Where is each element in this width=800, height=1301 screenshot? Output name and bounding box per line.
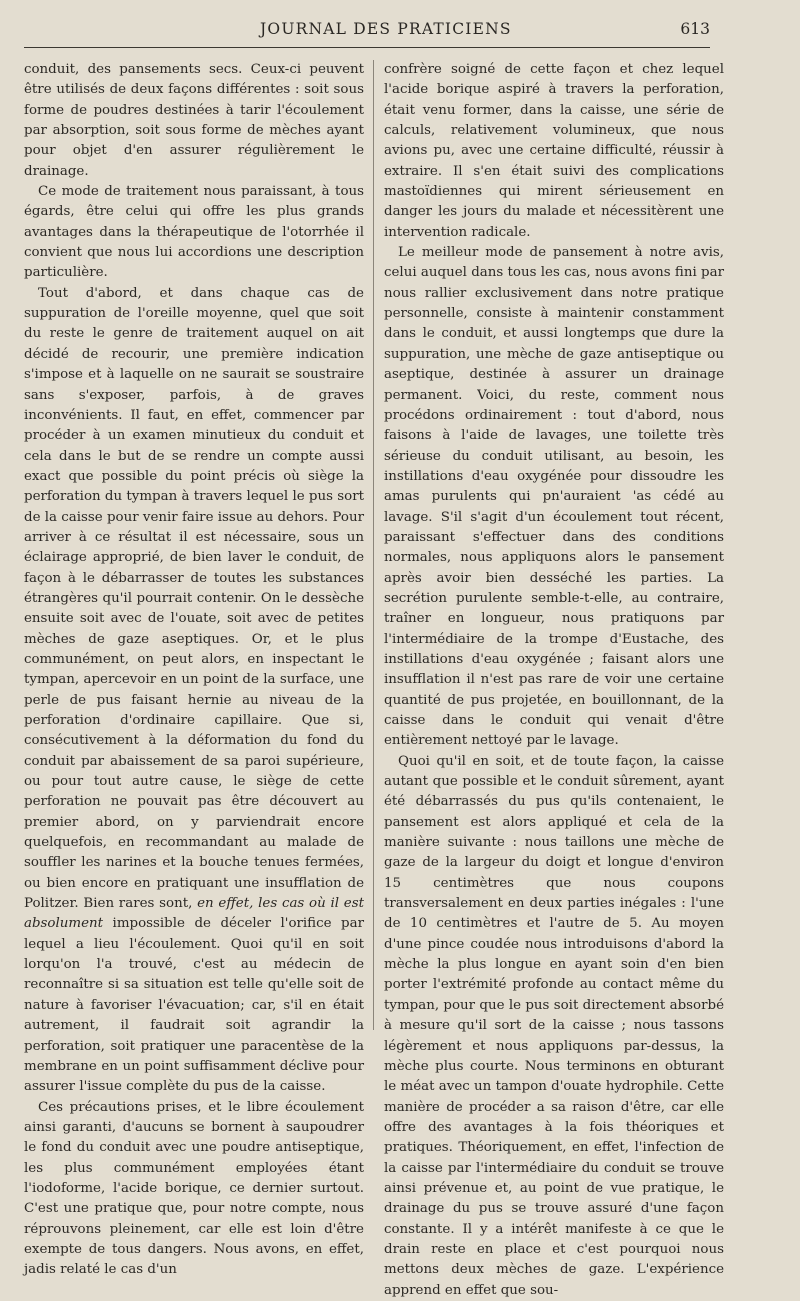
italic-text: en effet, les cas où il est absolument — [24, 896, 364, 932]
paragraph — [24, 284, 364, 1098]
journal-title: JOURNAL DES PRATICIENS — [260, 20, 512, 38]
paragraph: conduit, des pansements secs. Ceux-ci peuvent être utilisés de deux façons différentes : soit sous forme de poudres destinées à tarir l'écoulement par absorption, soit sous forme de mèches ayant pour objet d'en assurer régulièrement le drainage. — [24, 62, 364, 179]
paragraph: Quoi qu'il en soit, et de toute façon, la caisse autant que possible et le conduit sûrement, ayant été débarrassés du pus qu'ils contenaient, le pansement est alors appliqué et cela de la manière suivante : nous taillons une mèche de gaze de la largeur du doigt et longue d'environ 15 centimètres que nous coupons transversalement en deux parties inégales : l'une de 10 centimètres et l'autre de 5. Au moyen d'une pince coudée nous introduisons d'abord la mèche la plus longue en ayant soin d'en bien porter l'extrémité profonde au contact même du tympan, pour que le pus soit directement absorbé à mesure qu'il sort de la caisse ; nous tassons légèrement et nous appliquons par-dessus, la mèche plus courte. Nous terminons en obturant le méat avec un tampon d'ouate hydrophile. Cette manière de procéder a sa raison d'être, car elle offre des avantages à la fois théoriques et pratiques. Théoriquement, en effet, l'infection de la caisse par l'intermédiaire du conduit se trouve ainsi prévenue et, au point de vue pratique, le drainage du pus se trouve assuré d'une façon constante. Il y a intérêt manifeste à ce que le drain reste en place et c'est pourquoi nous mettons deux mèches de gaze. L'expérience apprend en effet que sou- — [384, 753, 724, 1298]
page-number: 613 — [680, 20, 710, 38]
running-header — [24, 20, 710, 44]
paragraph-text: impossible de déceler l'orifice par lequel a lieu l'écoulement. Quoi qu'il en soit lorqu'on l'a trouvé, c'est au médecin de reconnaître si sa situation est telle qu'elle soit de nature à favoriser l'évacuation; car, s'il en était autrement, il faudrait soit agrandir la perforation, soit pratiquer une paracentèse de la membrane en un point suffisamment déclive pour assurer l'issue complète du pus de la caisse. — [24, 916, 364, 1095]
paragraph: confrère soigné de cette façon et chez lequel l'acide borique aspiré à travers la perforation, était venu former, dans la caisse, une série de calculs, relativement volumineux, que nous avions pu, avec une certaine difficulté, réussir à extraire. Il s'en était suivi des complications mastoïdiennes qui mirent sérieusement en danger les jours du malade et nécessitèrent une intervention radicale. — [384, 62, 724, 240]
paragraph: Le meilleur mode de pansement à notre avis, celui auquel dans tous les cas, nous avons fini par nous rallier exclusivement dans notre pratique personnelle, consiste à maintenir constamment dans le conduit, et aussi longtemps que dure la suppuration, une mèche de gaze antiseptique ou aseptique, destinée à assurer un drainage permanent. Voici, du reste, comment nous procédons ordinairement : tout d'abord, nous faisons à l'aide de lavages, une toilette très sérieuse du conduit utilisant, au besoin, les instillations d'eau oxygénée pour dissoudre les amas purulents qui pn'auraient 'as cédé au lavage. S'il s'agit d'un écoulement tout récent, paraissant s'effectuer dans des conditions normales, nous appliquons alors le pansement après avoir bien desséché les parties. La secrétion purulente semble-t-elle, au contraire, traîner en longueur, nous pratiquons par l'intermédiaire de la trompe d'Eustache, des instillations d'eau oxygénée ; faisant alors une insufflation il n'est pas rare de voir une certaine quantité de pus projetée, en bouillonnant, de la caisse dans le conduit qui venait d'être entièrement nettoyé par le lavage. — [384, 245, 724, 749]
left-column — [24, 60, 364, 1281]
paragraph-text: Tout d'abord, et dans chaque cas de suppuration de l'oreille moyenne, quel que soit du reste le genre de traitement auquel on ait décidé de recourir, une première indication s'impose et à laquelle on ne saurait se soustraire sans s'exposer, parfois, à de graves inconvénients. Il faut, en effet, commencer par procéder à un examen minutieux du conduit et cela dans le but de se rendre un compte aussi exact que possible du point précis où siège la perforation du tympan à travers lequel le pus sort de la caisse pour venir faire issue au dehors. Pour arriver à ce résultat il est nécessaire, sous un éclairage approprié, de bien laver le conduit, de façon à le débarrasser de toutes les substances étrangères qu'il pourrait contenir. On le dessèche ensuite soit avec de l'ouate, soit avec de petites mèches de gaze aseptiques. Or, et le plus communément, on peut alors, en inspectant le tympan, apercevoir en un point de la surface, une perle de pus faisant hernie au niveau de la perforation d'ordinaire capillaire. Que si, consécutivement à la déformation du fond du conduit par abaissement de sa paroi supérieure, ou pour tout autre cause, le siège de cette perforation ne pouvait pas être découvert au premier abord, on y parviendrait encore quelquefois, en recommandant au malade de souffler les narines et la bouche tenues fermées, ou bien encore en pratiquant une insufflation de Politzer. Bien rares sont, — [24, 285, 364, 912]
header-rule — [24, 47, 710, 48]
right-column — [384, 60, 724, 1301]
paragraph: Ce mode de traitement nous paraissant, à tous égards, être celui qui offre les plus grands avantages dans la thérapeutique de l'otorrhée il convient que nous lui accordions une description particulière. — [24, 184, 364, 281]
column-divider — [373, 60, 374, 1030]
paragraph: Ces précautions prises, et le libre écoulement ainsi garanti, d'aucuns se bornent à saupoudrer le fond du conduit avec une poudre antiseptique, les plus communément employées étant l'iodoforme, l'acide borique, ce dernier surtout. C'est une pratique que, pour notre compte, nous réprouvons pleinement, car elle est loin d'être exempte de tous dangers. Nous avons, en effet, jadis relaté le cas d'un — [24, 1099, 364, 1278]
